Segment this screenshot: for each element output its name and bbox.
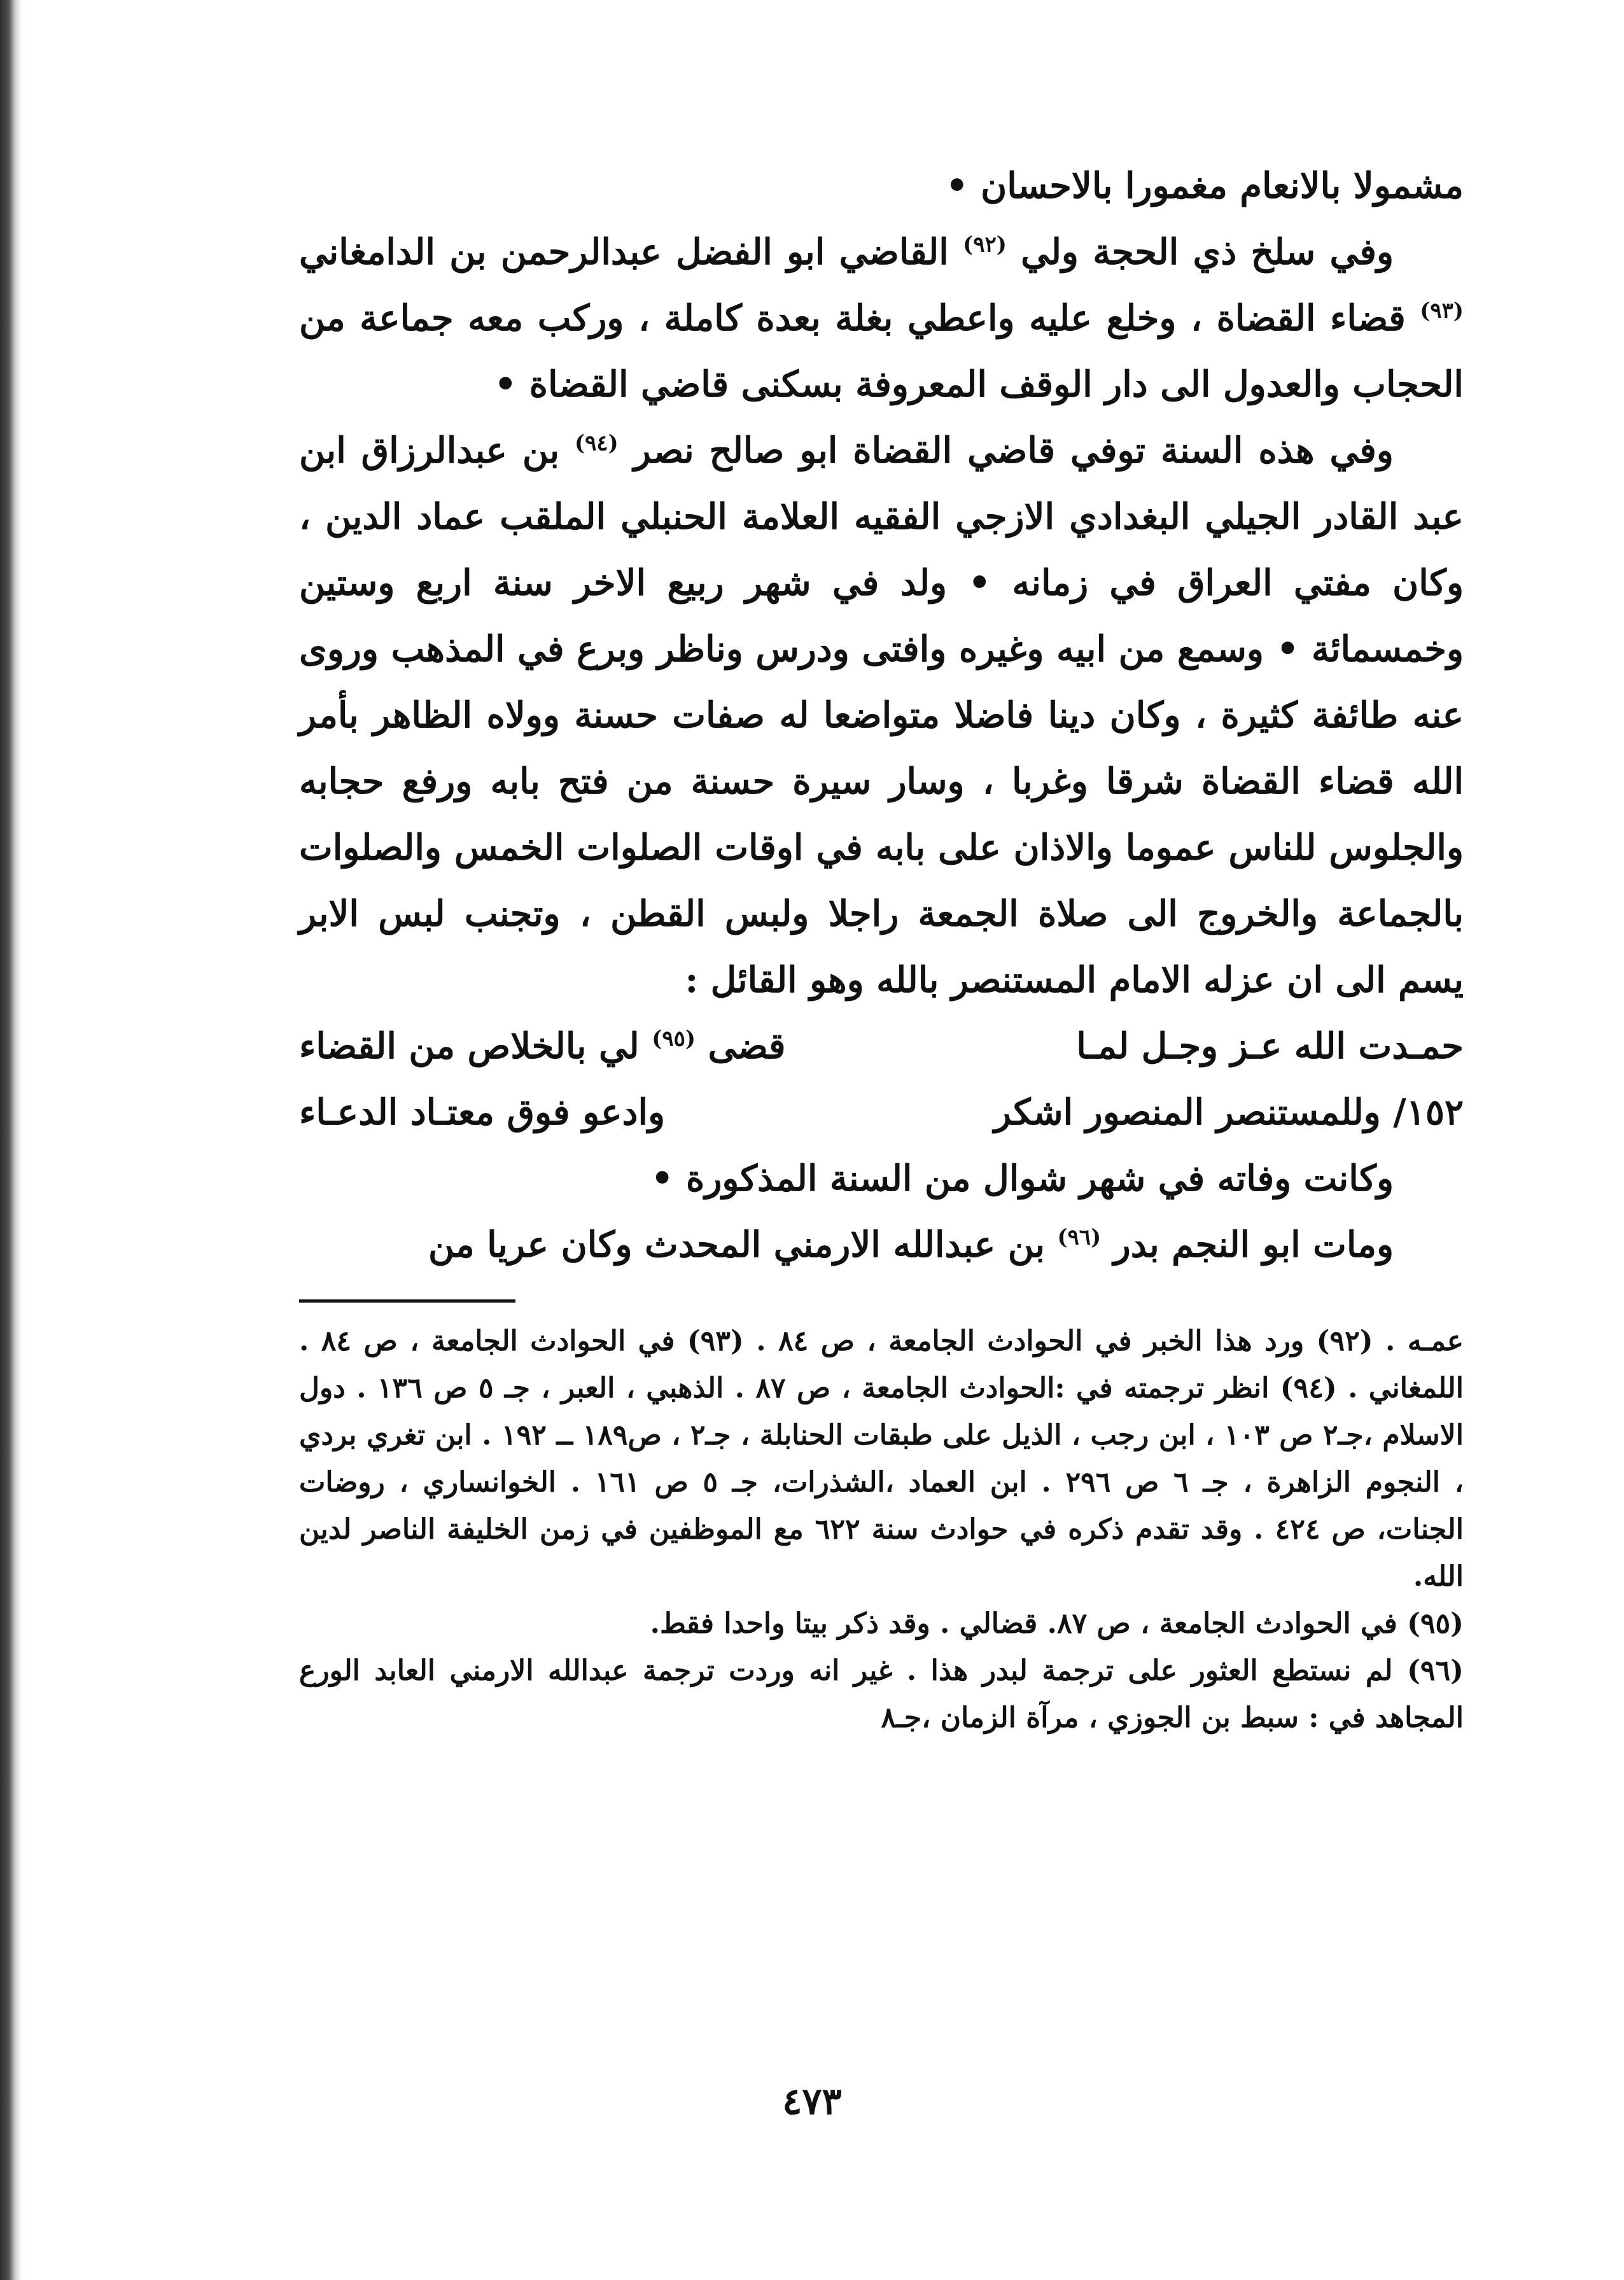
- main-text: [299, 153, 1464, 1278]
- scan-border: [0, 0, 22, 2280]
- paragraph-4: وكانت وفاته في شهر شوال من السنة المذكورة •: [650, 1157, 1394, 1199]
- footnote-95: (٩٥) في الحوادث الجامعة ، ص ٨٧. قضالي . وقد ذكر بيتا واحدا فقط.: [650, 1607, 1464, 1640]
- paragraph-5: ومات ابو النجم بدر $^{(٩٦)}$ بن عبدالله الارمني المحدث وكان عريا من: [428, 1224, 1394, 1266]
- verse-line-2: [299, 1079, 1464, 1145]
- footnote-ref-93: (٩٣): [1420, 298, 1464, 324]
- footnote-ref-96: (٩٦): [1057, 1224, 1102, 1250]
- footnote-ref-92: (٩٢): [963, 232, 1007, 258]
- paragraph-3: وفي هذه السنة توفي قاضي القضاة ابو صالح نصر $^{(٩٤)}$ بن عبدالرزاق ابن عبد القادر الجيلي البغدادي الازجي الفقيه العلامة الحنبلي الملقب عماد الدين ، وكان مفتي العراق في زمانه • ولد في شهر ربيع الاخر سنة اربع وستين وخمسمائة • وسمع من ابيه وغيره وافتى ودرس وناظر وبرع في المذهب وروى عنه طائفة كثيرة ، وكان دينا فاضلا متواضعا له صفات حسنة وولاه الظاهر بأمر الله قضاء القضاة شرقا وغربا ، وسار سيرة حسنة من فتح بابه ورفع حجابه والجلوس للناس عموما والاذان على بابه في اوقات الصلوات الخمس والصلوات بالجماعة والخروج الى صلاة الجمعة راجلا ولبس القطن ، وتجنب لبس الابر يسم الى ان عزله الامام المستنصر بالله وهو القائل :: [299, 430, 1464, 1001]
- footnote-separator: [299, 1299, 515, 1303]
- footnote-96: (٩٦) لم نستطع العثور على ترجمة لبدر هذا . غير انه وردت ترجمة عبدالله الارمني العابد الورع المجاهد في : سبط بن الجوزي ، مرآة الزمان ،جـ٨: [299, 1654, 1464, 1734]
- paragraph-2: وفي سلخ ذي الحجة ولي $^{(٩٢)}$ القاضي ابو الفضل عبدالرحمن بن الدامغاني $^{(٩٣)}$ قضاء القضاة ، وخلع عليه واعطي بغلة بعدة كاملة ، وركب معه جماعة من الحجاب والعدول الى دار الوقف المعروفة بسكنى قاضي القضاة •: [299, 231, 1464, 405]
- paragraph-1: مشمولا بالانعام مغمورا بالاحسان •: [945, 165, 1464, 207]
- footnote-92-94: عمـه . (٩٢) ورد هذا الخبر في الحوادث الجامعة ، ص ٨٤ . (٩٣) في الحوادث الجامعة ، ص ٨٤ . اللمغاني . (٩٤) انظر ترجمته في :الحوادث الجامعة ، ص ٨٧ . الذهبي ، العبر ، جـ ٥ ص ١٣٦ . دول الاسلام ،جـ٢ ص ١٠٣ ، ابن رجب ، الذيل على طبقات الحنابلة ، جـ٢ ، ص١٨٩ ــ ١٩٢ . ابن تغري بردي ، النجوم الزاهرة ، جـ ٦ ص ٢٩٦ . ابن العماد ،الشذرات، جـ ٥ ص ١٦١ . الخوانساري ، روضات الجنات، ص ٤٢٤ . وقد تقدم ذكره في حوادث سنة ٦٢٢ مع الموظفين في زمن الخليفة الناصر لدين الله.: [299, 1325, 1464, 1593]
- footnote-ref-95: (٩٥): [652, 1026, 696, 1052]
- poem: [299, 1013, 1464, 1145]
- page-number: ٤٧٣: [782, 2080, 842, 2123]
- verse-2-first-hemistich: ١٥٢/ وللمستنصر المنصور اشكر: [993, 1091, 1464, 1133]
- verse-line-1: [299, 1013, 1464, 1079]
- verse-1-second-hemistich: قضى $^{(٩٥)}$ لي بالخلاص من القضاء: [299, 1025, 786, 1067]
- page-body: [299, 153, 1464, 1742]
- footnote-separator-wrap: [299, 1299, 1464, 1303]
- verse-2-second-hemistich: وادعو فوق معتـاد الدعـاء: [299, 1091, 666, 1133]
- verse-1-first-hemistich: حمـدت الله عـز وجـل لمـا: [1076, 1025, 1464, 1067]
- footnote-ref-94: (٩٤): [574, 430, 619, 456]
- footnotes: [299, 1318, 1464, 1742]
